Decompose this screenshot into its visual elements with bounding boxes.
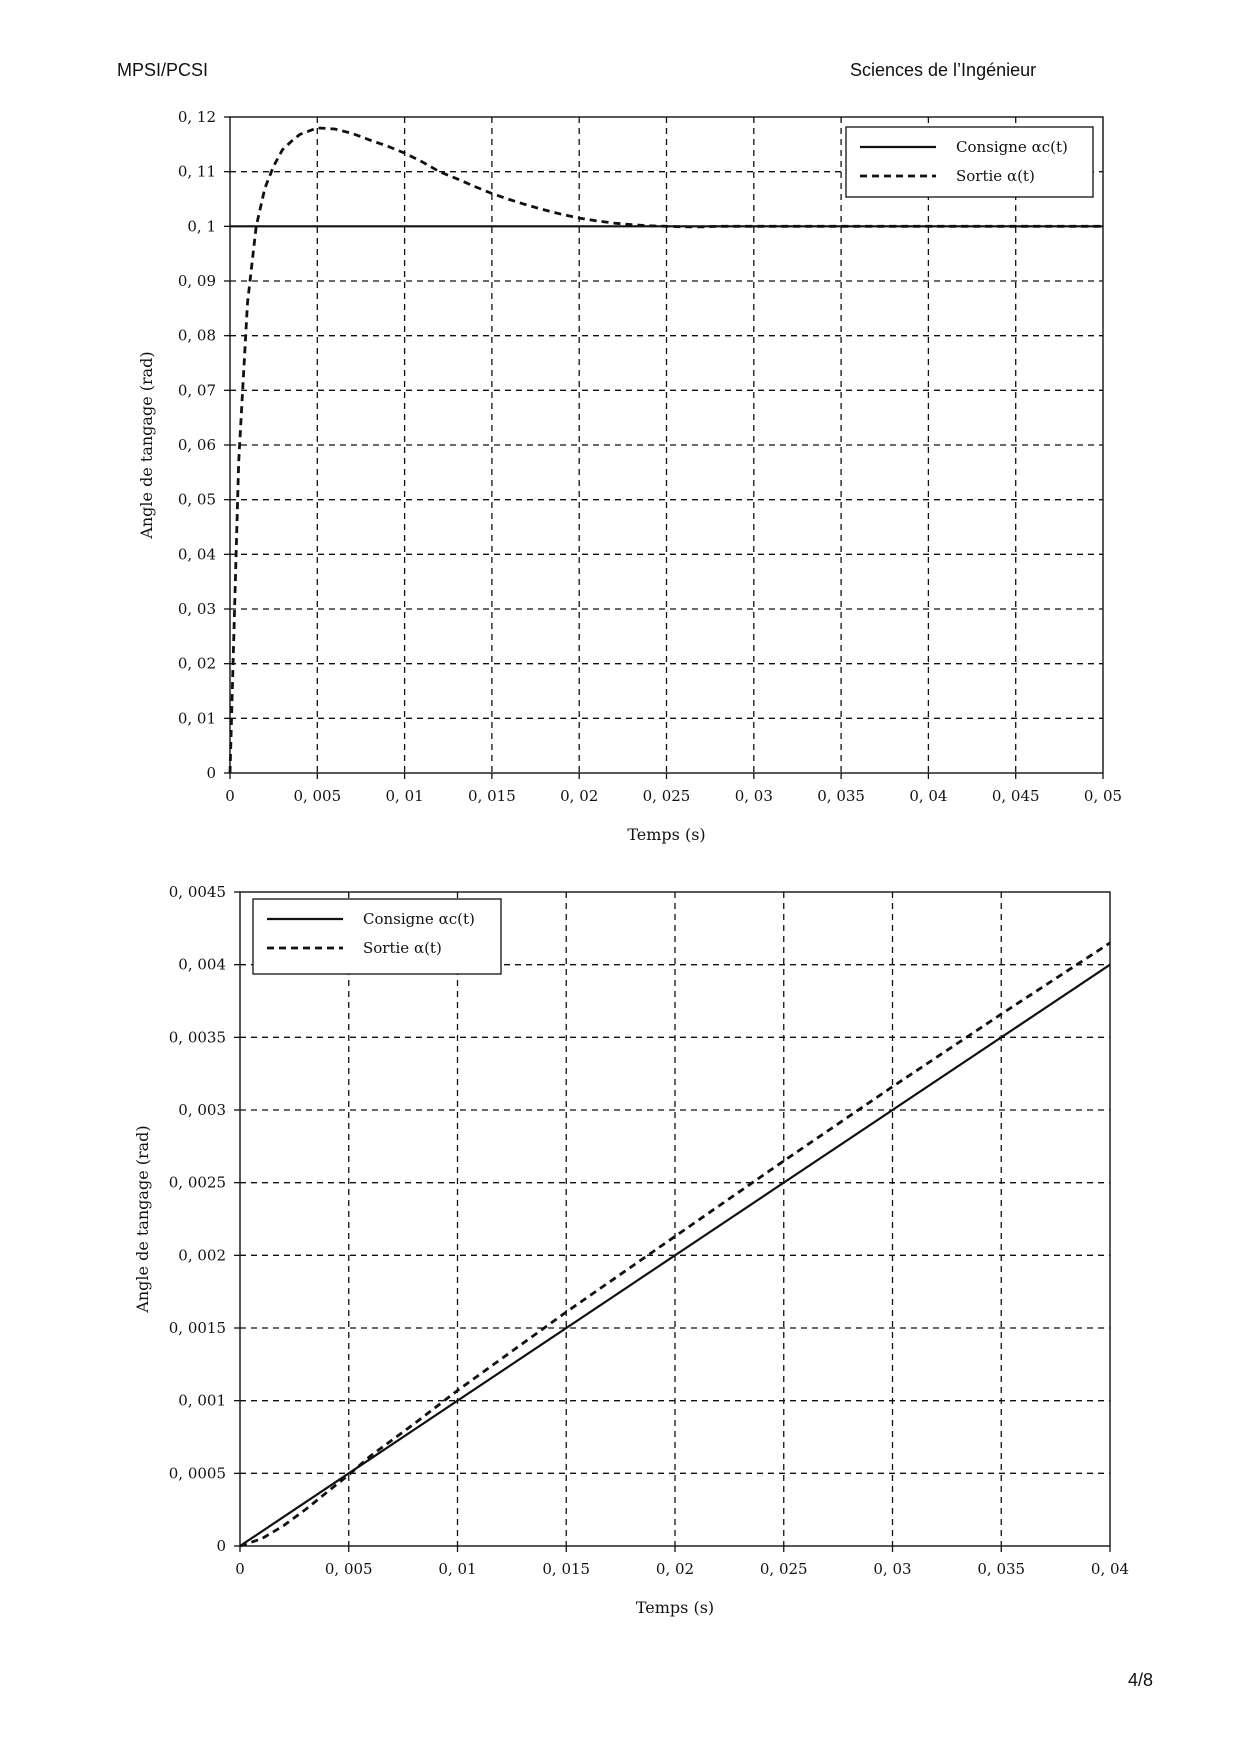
y-tick-label: 0, 0005 — [168, 1464, 226, 1483]
x-axis-label: Temps (s) — [627, 825, 706, 844]
y-tick-label: 0, 09 — [177, 272, 216, 290]
x-tick-label: 0, 045 — [991, 787, 1040, 805]
x-tick-label: 0, 035 — [977, 1560, 1026, 1578]
x-tick-label: 0, 03 — [873, 1560, 912, 1578]
x-tick-label: 0, 01 — [438, 1560, 477, 1578]
grid — [240, 892, 1110, 1546]
y-tick-label: 0, 04 — [177, 545, 216, 564]
x-tick-label: 0, 05 — [1083, 787, 1123, 805]
header-right: Sciences de l’Ingénieur — [850, 60, 1037, 80]
y-tick-label: 0, 0035 — [168, 1028, 226, 1047]
y-tick-label: 0, 1 — [187, 217, 216, 236]
legend-entry: Sortie α(t) — [363, 939, 442, 957]
y-tick-label: 0, 05 — [177, 490, 216, 509]
legend-entry: Consigne αc(t) — [956, 138, 1068, 156]
x-tick-label: 0, 02 — [655, 1560, 695, 1578]
y-tick-label: 0, 07 — [177, 381, 216, 400]
legend-entry: Sortie α(t) — [956, 167, 1035, 185]
y-tick-label: 0, 08 — [177, 326, 216, 345]
x-tick-label: 0, 015 — [468, 787, 516, 805]
page-number: 4/8 — [1128, 1670, 1154, 1690]
y-tick-label: 0, 002 — [178, 1246, 226, 1265]
y-tick-label: 0, 06 — [177, 436, 216, 454]
y-tick-label: 0, 12 — [177, 108, 216, 126]
x-tick-label: 0, 035 — [817, 787, 865, 805]
legend-entry: Consigne αc(t) — [363, 910, 475, 928]
y-tick-label: 0, 0025 — [168, 1173, 226, 1192]
y-tick-label: 0, 003 — [178, 1101, 226, 1119]
x-tick-label: 0, 025 — [759, 1560, 808, 1578]
x-tick-label: 0, 04 — [909, 787, 948, 805]
x-tick-label: 0, 03 — [734, 787, 773, 805]
header-left: MPSI/PCSI — [117, 60, 209, 80]
y-tick-label: 0, 02 — [177, 654, 216, 673]
x-tick-label: 0 — [225, 787, 235, 805]
y-tick-label: 0, 001 — [178, 1391, 226, 1410]
x-tick-label: 0 — [235, 1560, 245, 1578]
x-tick-label: 0, 02 — [560, 787, 599, 805]
y-tick-label: 0, 03 — [177, 600, 216, 618]
x-tick-label: 0, 005 — [293, 787, 342, 805]
y-tick-label: 0, 0045 — [168, 883, 226, 901]
y-tick-label: 0, 01 — [177, 709, 216, 728]
x-tick-label: 0, 025 — [642, 787, 691, 805]
x-tick-label: 0, 01 — [385, 787, 424, 805]
x-tick-label: 0, 015 — [542, 1560, 591, 1578]
y-axis-label: Angle de tangage (rad) — [137, 351, 156, 539]
y-axis-label: Angle de tangage (rad) — [133, 1125, 152, 1313]
x-tick-label: 0, 04 — [1090, 1560, 1130, 1578]
y-tick-label: 0 — [216, 1537, 226, 1555]
y-tick-label: 0 — [206, 764, 216, 782]
legend — [253, 899, 501, 974]
y-tick-label: 0, 0015 — [168, 1319, 226, 1337]
y-tick-label: 0, 11 — [177, 162, 216, 181]
x-tick-label: 0, 005 — [324, 1560, 373, 1578]
x-axis-label: Temps (s) — [635, 1598, 715, 1617]
y-tick-label: 0, 004 — [178, 955, 226, 974]
